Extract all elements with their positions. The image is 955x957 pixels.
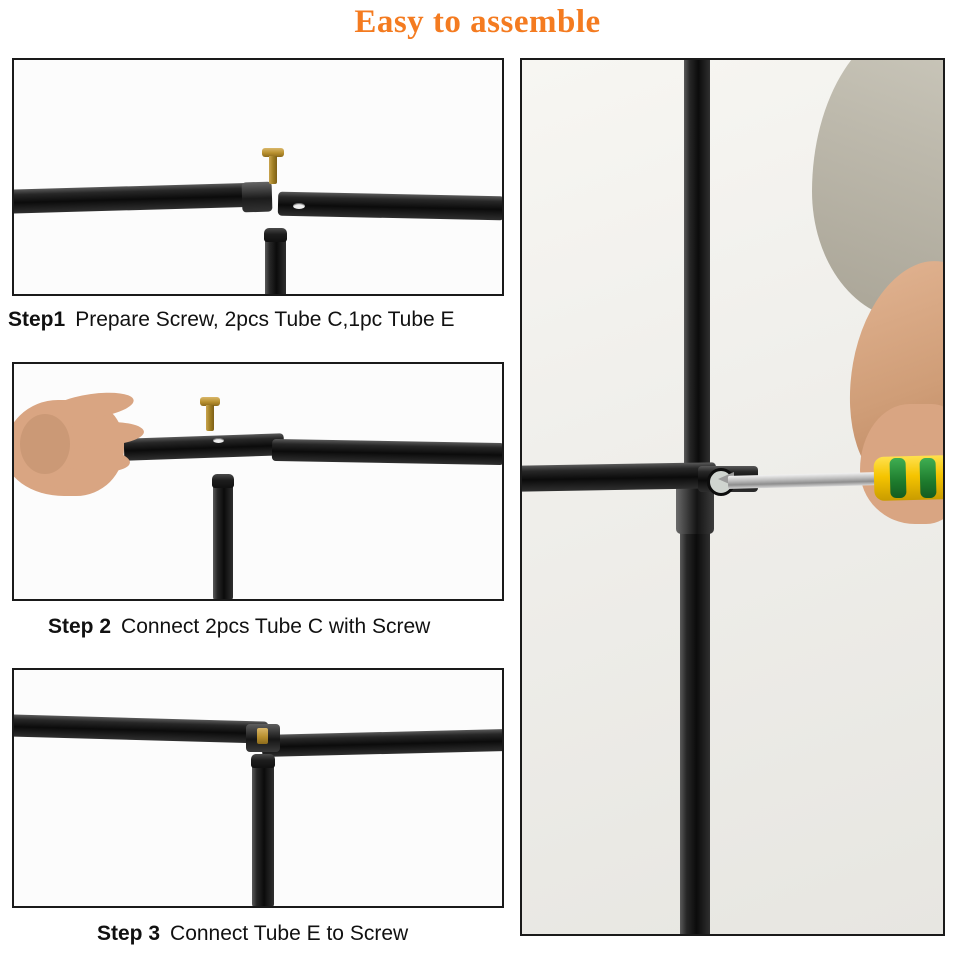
screwdriver-icon xyxy=(889,458,906,498)
screwdriver-icon xyxy=(919,458,936,498)
page-title: Easy to assemble xyxy=(354,4,601,40)
step-2-alt-text xyxy=(14,364,15,365)
step-1-alt-text xyxy=(14,60,15,61)
step-3-alt-text xyxy=(14,670,15,671)
tube-icon xyxy=(242,182,273,213)
tube-icon xyxy=(680,480,710,936)
step-3-label: Step 3 xyxy=(97,922,161,945)
screw-icon xyxy=(257,728,268,744)
tube-icon xyxy=(213,479,233,601)
step-3-caption xyxy=(97,922,408,946)
step-1-caption xyxy=(8,308,455,332)
tube-icon xyxy=(684,58,710,486)
tube-icon xyxy=(124,433,285,461)
tube-icon xyxy=(12,182,270,213)
step-2-text: Connect 2pcs Tube C with Screw xyxy=(121,615,431,638)
step-2-caption xyxy=(48,615,430,639)
tube-icon xyxy=(278,192,504,221)
tube-cap-icon xyxy=(212,474,234,488)
tube-cap-icon xyxy=(251,754,275,768)
tube-icon xyxy=(520,462,716,491)
step-1-text: Prepare Screw, 2pcs Tube C,1pc Tube E xyxy=(75,308,455,331)
assembly-photo xyxy=(520,58,945,936)
tube-icon xyxy=(12,714,268,743)
tube-icon xyxy=(252,758,274,908)
hand-icon xyxy=(20,414,70,474)
screw-icon xyxy=(269,156,277,184)
step-2-label: Step 2 xyxy=(48,615,112,638)
screw-icon xyxy=(206,405,214,431)
tube-cap-icon xyxy=(264,228,287,242)
step-1-label: Step1 xyxy=(8,308,66,331)
tube-icon xyxy=(272,439,504,465)
screw-hole-icon xyxy=(213,438,224,443)
step-3-text: Connect Tube E to Screw xyxy=(170,922,409,945)
screw-hole-icon xyxy=(293,203,305,209)
step-2-illustration xyxy=(12,362,504,601)
step-1-illustration xyxy=(12,58,504,296)
step-3-illustration xyxy=(12,668,504,908)
tube-icon xyxy=(262,729,504,757)
